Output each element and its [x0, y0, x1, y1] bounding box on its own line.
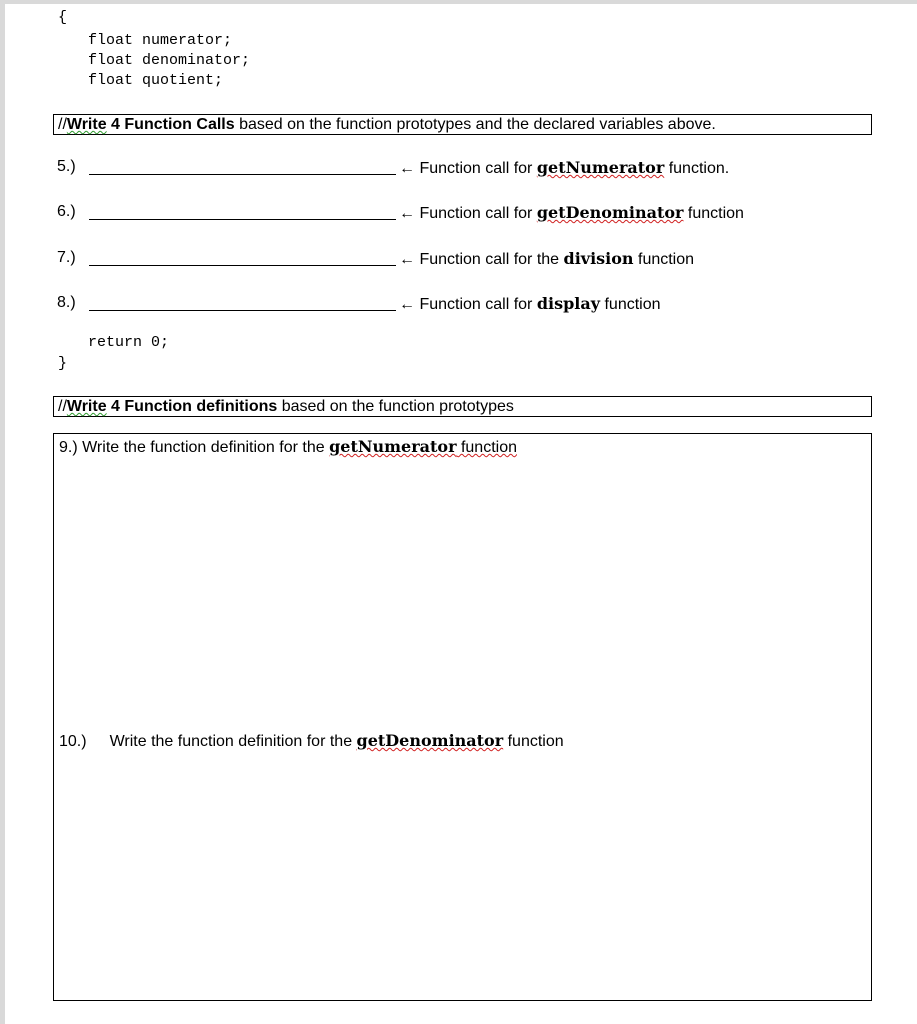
hint-prefix: ← Function call for — [399, 296, 537, 313]
comment-slashes: // — [58, 398, 67, 415]
question-number: 8.) — [57, 294, 76, 311]
write-word: Write — [66, 116, 107, 133]
question-number: 5.) — [57, 158, 76, 175]
close-brace: } — [58, 355, 68, 372]
call-hint — [399, 203, 744, 223]
question-text: Write the function definition for the — [77, 439, 330, 456]
call-hint — [399, 294, 661, 314]
calls-banner-rest: based on the function prototypes and the declared variables above. — [234, 116, 716, 133]
code-line-denominator: float denominator; — [88, 52, 251, 69]
hint-suffix: function — [683, 205, 744, 222]
call-hint — [399, 249, 694, 269]
hint-suffix: function — [633, 251, 695, 268]
hint-suffix: function. — [664, 160, 730, 177]
write-word: Write — [66, 398, 107, 415]
defs-banner-rest: based on the function prototypes — [277, 398, 514, 415]
question-number: 7.) — [57, 249, 76, 266]
definitions-answer-box[interactable] — [53, 433, 872, 1001]
definition-question-9 — [59, 437, 517, 457]
question-suffix: function — [503, 733, 564, 750]
code-line-quotient: float quotient; — [88, 72, 224, 89]
function-name: getNumerator — [536, 158, 665, 177]
question-suffix: function — [456, 439, 517, 456]
comment-slashes: // — [58, 116, 67, 133]
function-name: division — [563, 249, 634, 268]
hint-prefix: ← Function call for the — [399, 251, 564, 268]
code-line-numerator: float numerator; — [88, 32, 233, 49]
calls-banner-bold: 4 Function Calls — [106, 116, 235, 133]
document-page — [5, 4, 917, 1024]
open-brace: { — [58, 9, 68, 26]
question-number: 6.) — [57, 203, 76, 220]
function-name: getNumerator — [329, 437, 457, 456]
answer-blank-6[interactable] — [89, 219, 396, 220]
question-number: 10.) — [59, 733, 87, 750]
function-name: getDenominator — [536, 203, 684, 222]
function-name: getDenominator — [356, 731, 504, 750]
defs-banner-bold: 4 Function definitions — [106, 398, 278, 415]
question-number: 9.) — [59, 439, 78, 456]
definition-question-10 — [59, 731, 564, 751]
hint-prefix: ← Function call for — [399, 160, 537, 177]
answer-blank-5[interactable] — [89, 174, 396, 175]
call-hint — [399, 158, 729, 178]
function-calls-instruction — [53, 114, 872, 135]
code-line-return: return 0; — [88, 334, 170, 351]
hint-prefix: ← Function call for — [399, 205, 537, 222]
function-definitions-instruction — [53, 396, 872, 417]
answer-blank-8[interactable] — [89, 310, 396, 311]
answer-blank-7[interactable] — [89, 265, 396, 266]
function-name: display — [536, 294, 601, 313]
question-text: Write the function definition for the — [109, 733, 357, 750]
hint-suffix: function — [600, 296, 661, 313]
